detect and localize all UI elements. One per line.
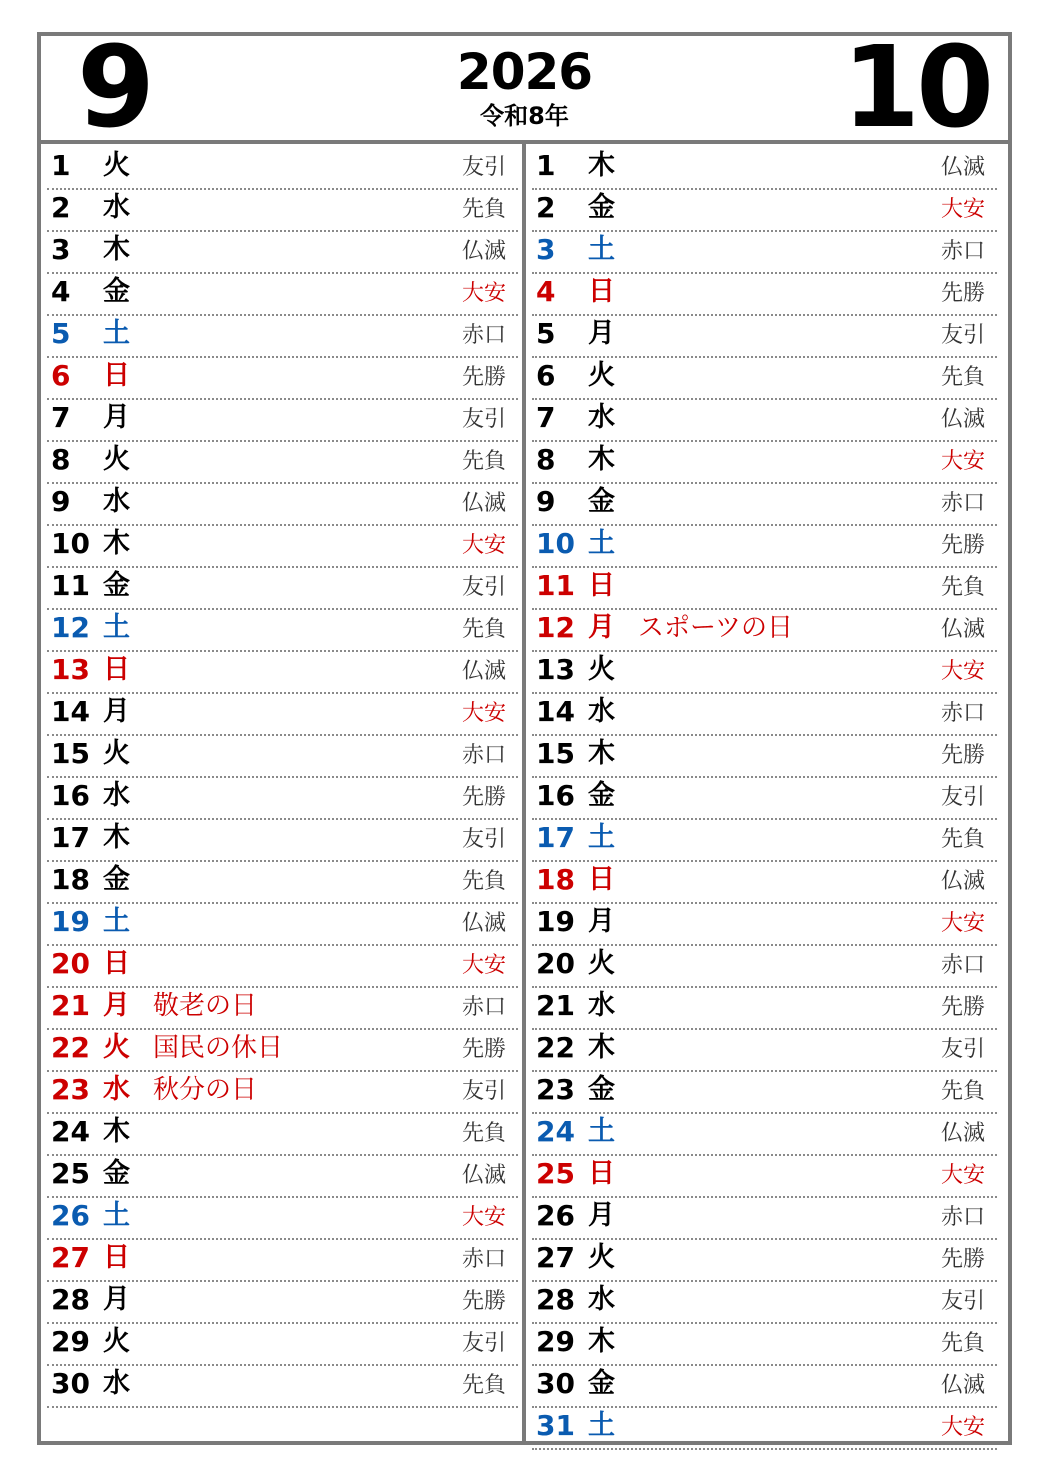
day-number: 24 (51, 1115, 90, 1148)
day-of-week: 木 (103, 234, 130, 265)
rokuyo-label: 先勝 (940, 533, 985, 558)
day-number: 29 (51, 1325, 90, 1358)
rokuyo-label: 先負 (940, 575, 985, 600)
rokuyo-label: 仏滅 (461, 239, 506, 264)
day-number: 23 (536, 1073, 575, 1106)
day-of-week: 月 (103, 990, 130, 1021)
day-of-week: 水 (588, 1284, 615, 1315)
day-row (47, 568, 518, 610)
day-number: 3 (51, 233, 71, 266)
day-row (532, 274, 997, 316)
day-number: 18 (536, 863, 575, 896)
day-of-week: 土 (103, 318, 130, 349)
day-number: 17 (536, 821, 575, 854)
day-number: 12 (536, 611, 575, 644)
day-number: 15 (51, 737, 90, 770)
day-number: 1 (536, 149, 556, 182)
day-of-week: 月 (588, 612, 615, 643)
day-of-week: 火 (103, 1032, 130, 1063)
day-row (532, 1408, 997, 1450)
day-number: 22 (536, 1031, 575, 1064)
rokuyo-label: 先負 (940, 1079, 985, 1104)
rokuyo-label: 仏滅 (940, 407, 985, 432)
day-number: 12 (51, 611, 90, 644)
day-of-week: 木 (588, 1326, 615, 1357)
day-number: 13 (51, 653, 90, 686)
day-of-week: 土 (588, 822, 615, 853)
day-of-week: 月 (103, 1284, 130, 1315)
rokuyo-label: 先負 (461, 1121, 506, 1146)
day-of-week: 火 (588, 948, 615, 979)
calendar-header (41, 23, 1008, 153)
rokuyo-label: 先負 (461, 617, 506, 642)
day-of-week: 土 (588, 234, 615, 265)
day-number: 24 (536, 1115, 575, 1148)
day-row (47, 358, 518, 400)
day-row (47, 1366, 518, 1408)
rokuyo-label: 友引 (940, 1037, 985, 1062)
rokuyo-label: 赤口 (461, 1247, 506, 1272)
rokuyo-label: 先勝 (461, 365, 506, 390)
rokuyo-label: 仏滅 (940, 869, 985, 894)
day-number: 13 (536, 653, 575, 686)
day-row (47, 442, 518, 484)
rokuyo-label: 友引 (940, 1289, 985, 1314)
rokuyo-label: 先勝 (940, 281, 985, 306)
day-row (47, 1114, 518, 1156)
rokuyo-label: 仏滅 (940, 1121, 985, 1146)
rokuyo-label: 友引 (461, 1331, 506, 1356)
day-row (532, 1114, 997, 1156)
rokuyo-label: 赤口 (940, 239, 985, 264)
day-row (532, 484, 997, 526)
day-row (47, 1198, 518, 1240)
rokuyo-label: 赤口 (940, 491, 985, 516)
day-row (47, 862, 518, 904)
day-number: 28 (51, 1283, 90, 1316)
day-of-week: 火 (103, 444, 130, 475)
day-number: 14 (51, 695, 90, 728)
day-of-week: 水 (588, 696, 615, 727)
rokuyo-label: 赤口 (940, 953, 985, 978)
day-number: 19 (536, 905, 575, 938)
day-row (532, 316, 997, 358)
day-of-week: 金 (103, 570, 130, 601)
day-of-week: 土 (588, 528, 615, 559)
day-number: 27 (536, 1241, 575, 1274)
rokuyo-label: 友引 (461, 575, 506, 600)
calendar-frame (37, 23, 1012, 1445)
day-row (532, 526, 997, 568)
day-number: 7 (51, 401, 71, 434)
day-of-week: 水 (103, 1368, 130, 1399)
day-of-week: 木 (103, 1116, 130, 1147)
day-row (47, 736, 518, 778)
day-number: 11 (536, 569, 575, 602)
day-row (532, 358, 997, 400)
day-of-week: 日 (103, 1242, 130, 1273)
day-number: 19 (51, 905, 90, 938)
day-row (532, 400, 997, 442)
day-row (532, 1282, 997, 1324)
day-number: 26 (536, 1199, 575, 1232)
day-of-week: 金 (588, 1368, 615, 1399)
day-row (532, 778, 997, 820)
rokuyo-label: 赤口 (461, 323, 506, 348)
rokuyo-label: 仏滅 (940, 155, 985, 180)
day-of-week: 日 (103, 948, 130, 979)
day-row (47, 1282, 518, 1324)
day-row (47, 1156, 518, 1198)
day-row (47, 1240, 518, 1282)
day-of-week: 火 (588, 1242, 615, 1273)
day-number: 20 (51, 947, 90, 980)
rokuyo-label: 友引 (940, 785, 985, 810)
day-number: 9 (51, 485, 71, 518)
era-label: 令和8年 (480, 102, 569, 130)
day-number: 28 (536, 1283, 575, 1316)
day-of-week: 日 (588, 570, 615, 601)
day-row (47, 904, 518, 946)
day-of-week: 水 (588, 402, 615, 433)
day-of-week: 水 (103, 1074, 130, 1105)
day-number: 15 (536, 737, 575, 770)
day-row (532, 568, 997, 610)
rokuyo-label: 先勝 (461, 1037, 506, 1062)
holiday-name: 秋分の日 (153, 1075, 258, 1105)
day-number: 26 (51, 1199, 90, 1232)
day-of-week: 金 (588, 1074, 615, 1105)
day-row (532, 1366, 997, 1408)
day-row (532, 694, 997, 736)
day-row (532, 988, 997, 1030)
rokuyo-label: 赤口 (461, 995, 506, 1020)
day-of-week: 日 (103, 360, 130, 391)
day-of-week: 火 (103, 738, 130, 769)
left-month-number: 9 (77, 23, 151, 153)
rokuyo-label: 先負 (940, 1331, 985, 1356)
day-number: 6 (51, 359, 71, 392)
day-row (47, 148, 518, 190)
rokuyo-label: 仏滅 (461, 911, 506, 936)
day-row (47, 694, 518, 736)
rokuyo-label: 友引 (461, 1079, 506, 1104)
day-of-week: 金 (103, 864, 130, 895)
column-divider (522, 140, 526, 1441)
day-row (532, 904, 997, 946)
day-number: 21 (51, 989, 90, 1022)
day-row (532, 736, 997, 778)
day-row (532, 1198, 997, 1240)
day-of-week: 日 (588, 1158, 615, 1189)
day-number: 10 (536, 527, 575, 560)
rokuyo-label: 大安 (940, 197, 985, 222)
day-number: 2 (536, 191, 556, 224)
day-row (532, 190, 997, 232)
rokuyo-label: 先勝 (940, 743, 985, 768)
day-number: 4 (536, 275, 556, 308)
day-of-week: 土 (103, 612, 130, 643)
day-row (532, 442, 997, 484)
day-number: 14 (536, 695, 575, 728)
rokuyo-label: 赤口 (940, 701, 985, 726)
day-of-week: 金 (103, 1158, 130, 1189)
day-of-week: 木 (588, 1032, 615, 1063)
rokuyo-label: 先勝 (461, 1289, 506, 1314)
day-number: 30 (536, 1367, 575, 1400)
day-number: 8 (536, 443, 556, 476)
day-row (47, 190, 518, 232)
rokuyo-label: 先負 (940, 827, 985, 852)
day-of-week: 火 (103, 1326, 130, 1357)
day-of-week: 土 (103, 1200, 130, 1231)
day-number: 7 (536, 401, 556, 434)
rokuyo-label: 赤口 (940, 1205, 985, 1230)
rokuyo-label: 仏滅 (940, 1373, 985, 1398)
day-of-week: 金 (103, 276, 130, 307)
day-of-week: 木 (588, 444, 615, 475)
rokuyo-label: 仏滅 (461, 659, 506, 684)
rokuyo-label: 先負 (461, 197, 506, 222)
rokuyo-label: 大安 (940, 1415, 985, 1440)
day-of-week: 木 (588, 150, 615, 181)
day-row (532, 820, 997, 862)
day-row (47, 610, 518, 652)
rokuyo-label: 仏滅 (940, 617, 985, 642)
day-of-week: 水 (103, 192, 130, 223)
rokuyo-label: 友引 (940, 323, 985, 348)
day-number: 10 (51, 527, 90, 560)
right-month-number: 10 (842, 23, 990, 153)
day-row (47, 484, 518, 526)
day-of-week: 木 (103, 822, 130, 853)
day-number: 6 (536, 359, 556, 392)
day-number: 27 (51, 1241, 90, 1274)
day-of-week: 日 (588, 864, 615, 895)
day-of-week: 日 (588, 276, 615, 307)
day-row (532, 946, 997, 988)
day-row (47, 946, 518, 988)
day-row (47, 820, 518, 862)
rokuyo-label: 先負 (461, 1373, 506, 1398)
day-of-week: 水 (588, 990, 615, 1021)
rokuyo-label: 先勝 (940, 1247, 985, 1272)
day-number: 20 (536, 947, 575, 980)
day-row (532, 1240, 997, 1282)
day-number: 11 (51, 569, 90, 602)
day-number: 5 (51, 317, 71, 350)
day-number: 3 (536, 233, 556, 266)
day-row (47, 778, 518, 820)
day-of-week: 金 (588, 780, 615, 811)
day-number: 9 (536, 485, 556, 518)
day-number: 23 (51, 1073, 90, 1106)
day-number: 21 (536, 989, 575, 1022)
day-number: 25 (536, 1157, 575, 1190)
rokuyo-label: 大安 (461, 953, 506, 978)
rokuyo-label: 先負 (461, 449, 506, 474)
day-row (47, 988, 518, 1030)
day-row (47, 1072, 518, 1114)
holiday-name: 国民の休日 (153, 1033, 284, 1063)
day-of-week: 火 (588, 360, 615, 391)
day-number: 5 (536, 317, 556, 350)
day-number: 17 (51, 821, 90, 854)
day-of-week: 土 (588, 1410, 615, 1441)
day-of-week: 水 (103, 780, 130, 811)
rokuyo-label: 大安 (461, 1205, 506, 1230)
day-row (532, 1072, 997, 1114)
day-of-week: 月 (588, 906, 615, 937)
rokuyo-label: 友引 (461, 155, 506, 180)
day-number: 16 (51, 779, 90, 812)
rokuyo-label: 先負 (461, 869, 506, 894)
day-of-week: 火 (588, 654, 615, 685)
day-of-week: 日 (103, 654, 130, 685)
day-number: 16 (536, 779, 575, 812)
day-number: 8 (51, 443, 71, 476)
day-of-week: 土 (588, 1116, 615, 1147)
day-of-week: 木 (588, 738, 615, 769)
day-of-week: 月 (103, 402, 130, 433)
rokuyo-label: 大安 (940, 911, 985, 936)
october-column (532, 148, 997, 1450)
day-of-week: 月 (588, 318, 615, 349)
day-number: 31 (536, 1409, 575, 1442)
day-row (47, 1030, 518, 1072)
rokuyo-label: 友引 (461, 407, 506, 432)
rokuyo-label: 先勝 (461, 785, 506, 810)
day-row (532, 232, 997, 274)
year-label: 2026 (456, 43, 593, 101)
rokuyo-label: 先勝 (940, 995, 985, 1020)
rokuyo-label: 先負 (940, 365, 985, 390)
september-column (47, 148, 518, 1408)
day-number: 1 (51, 149, 71, 182)
rokuyo-label: 仏滅 (461, 1163, 506, 1188)
day-row (47, 652, 518, 694)
holiday-name: スポーツの日 (638, 613, 793, 643)
day-row (532, 610, 997, 652)
day-number: 25 (51, 1157, 90, 1190)
day-of-week: 木 (103, 528, 130, 559)
day-number: 29 (536, 1325, 575, 1358)
day-number: 30 (51, 1367, 90, 1400)
day-row (532, 1030, 997, 1072)
day-row (47, 232, 518, 274)
rokuyo-label: 大安 (940, 449, 985, 474)
day-row (47, 1324, 518, 1366)
day-of-week: 土 (103, 906, 130, 937)
day-row (532, 1156, 997, 1198)
day-of-week: 火 (103, 150, 130, 181)
rokuyo-label: 赤口 (461, 743, 506, 768)
day-number: 2 (51, 191, 71, 224)
day-row (47, 274, 518, 316)
rokuyo-label: 大安 (461, 701, 506, 726)
holiday-name: 敬老の日 (153, 991, 258, 1021)
rokuyo-label: 大安 (461, 281, 506, 306)
rokuyo-label: 大安 (461, 533, 506, 558)
rokuyo-label: 仏滅 (461, 491, 506, 516)
day-row (532, 652, 997, 694)
day-of-week: 月 (103, 696, 130, 727)
day-row (532, 862, 997, 904)
day-of-week: 水 (103, 486, 130, 517)
day-of-week: 金 (588, 486, 615, 517)
day-row (47, 526, 518, 568)
rokuyo-label: 大安 (940, 659, 985, 684)
day-number: 22 (51, 1031, 90, 1064)
day-number: 18 (51, 863, 90, 896)
rokuyo-label: 友引 (461, 827, 506, 852)
rokuyo-label: 大安 (940, 1163, 985, 1188)
day-of-week: 金 (588, 192, 615, 223)
day-number: 4 (51, 275, 71, 308)
day-of-week: 月 (588, 1200, 615, 1231)
day-row (532, 148, 997, 190)
day-row (532, 1324, 997, 1366)
day-row (47, 316, 518, 358)
day-row (47, 400, 518, 442)
